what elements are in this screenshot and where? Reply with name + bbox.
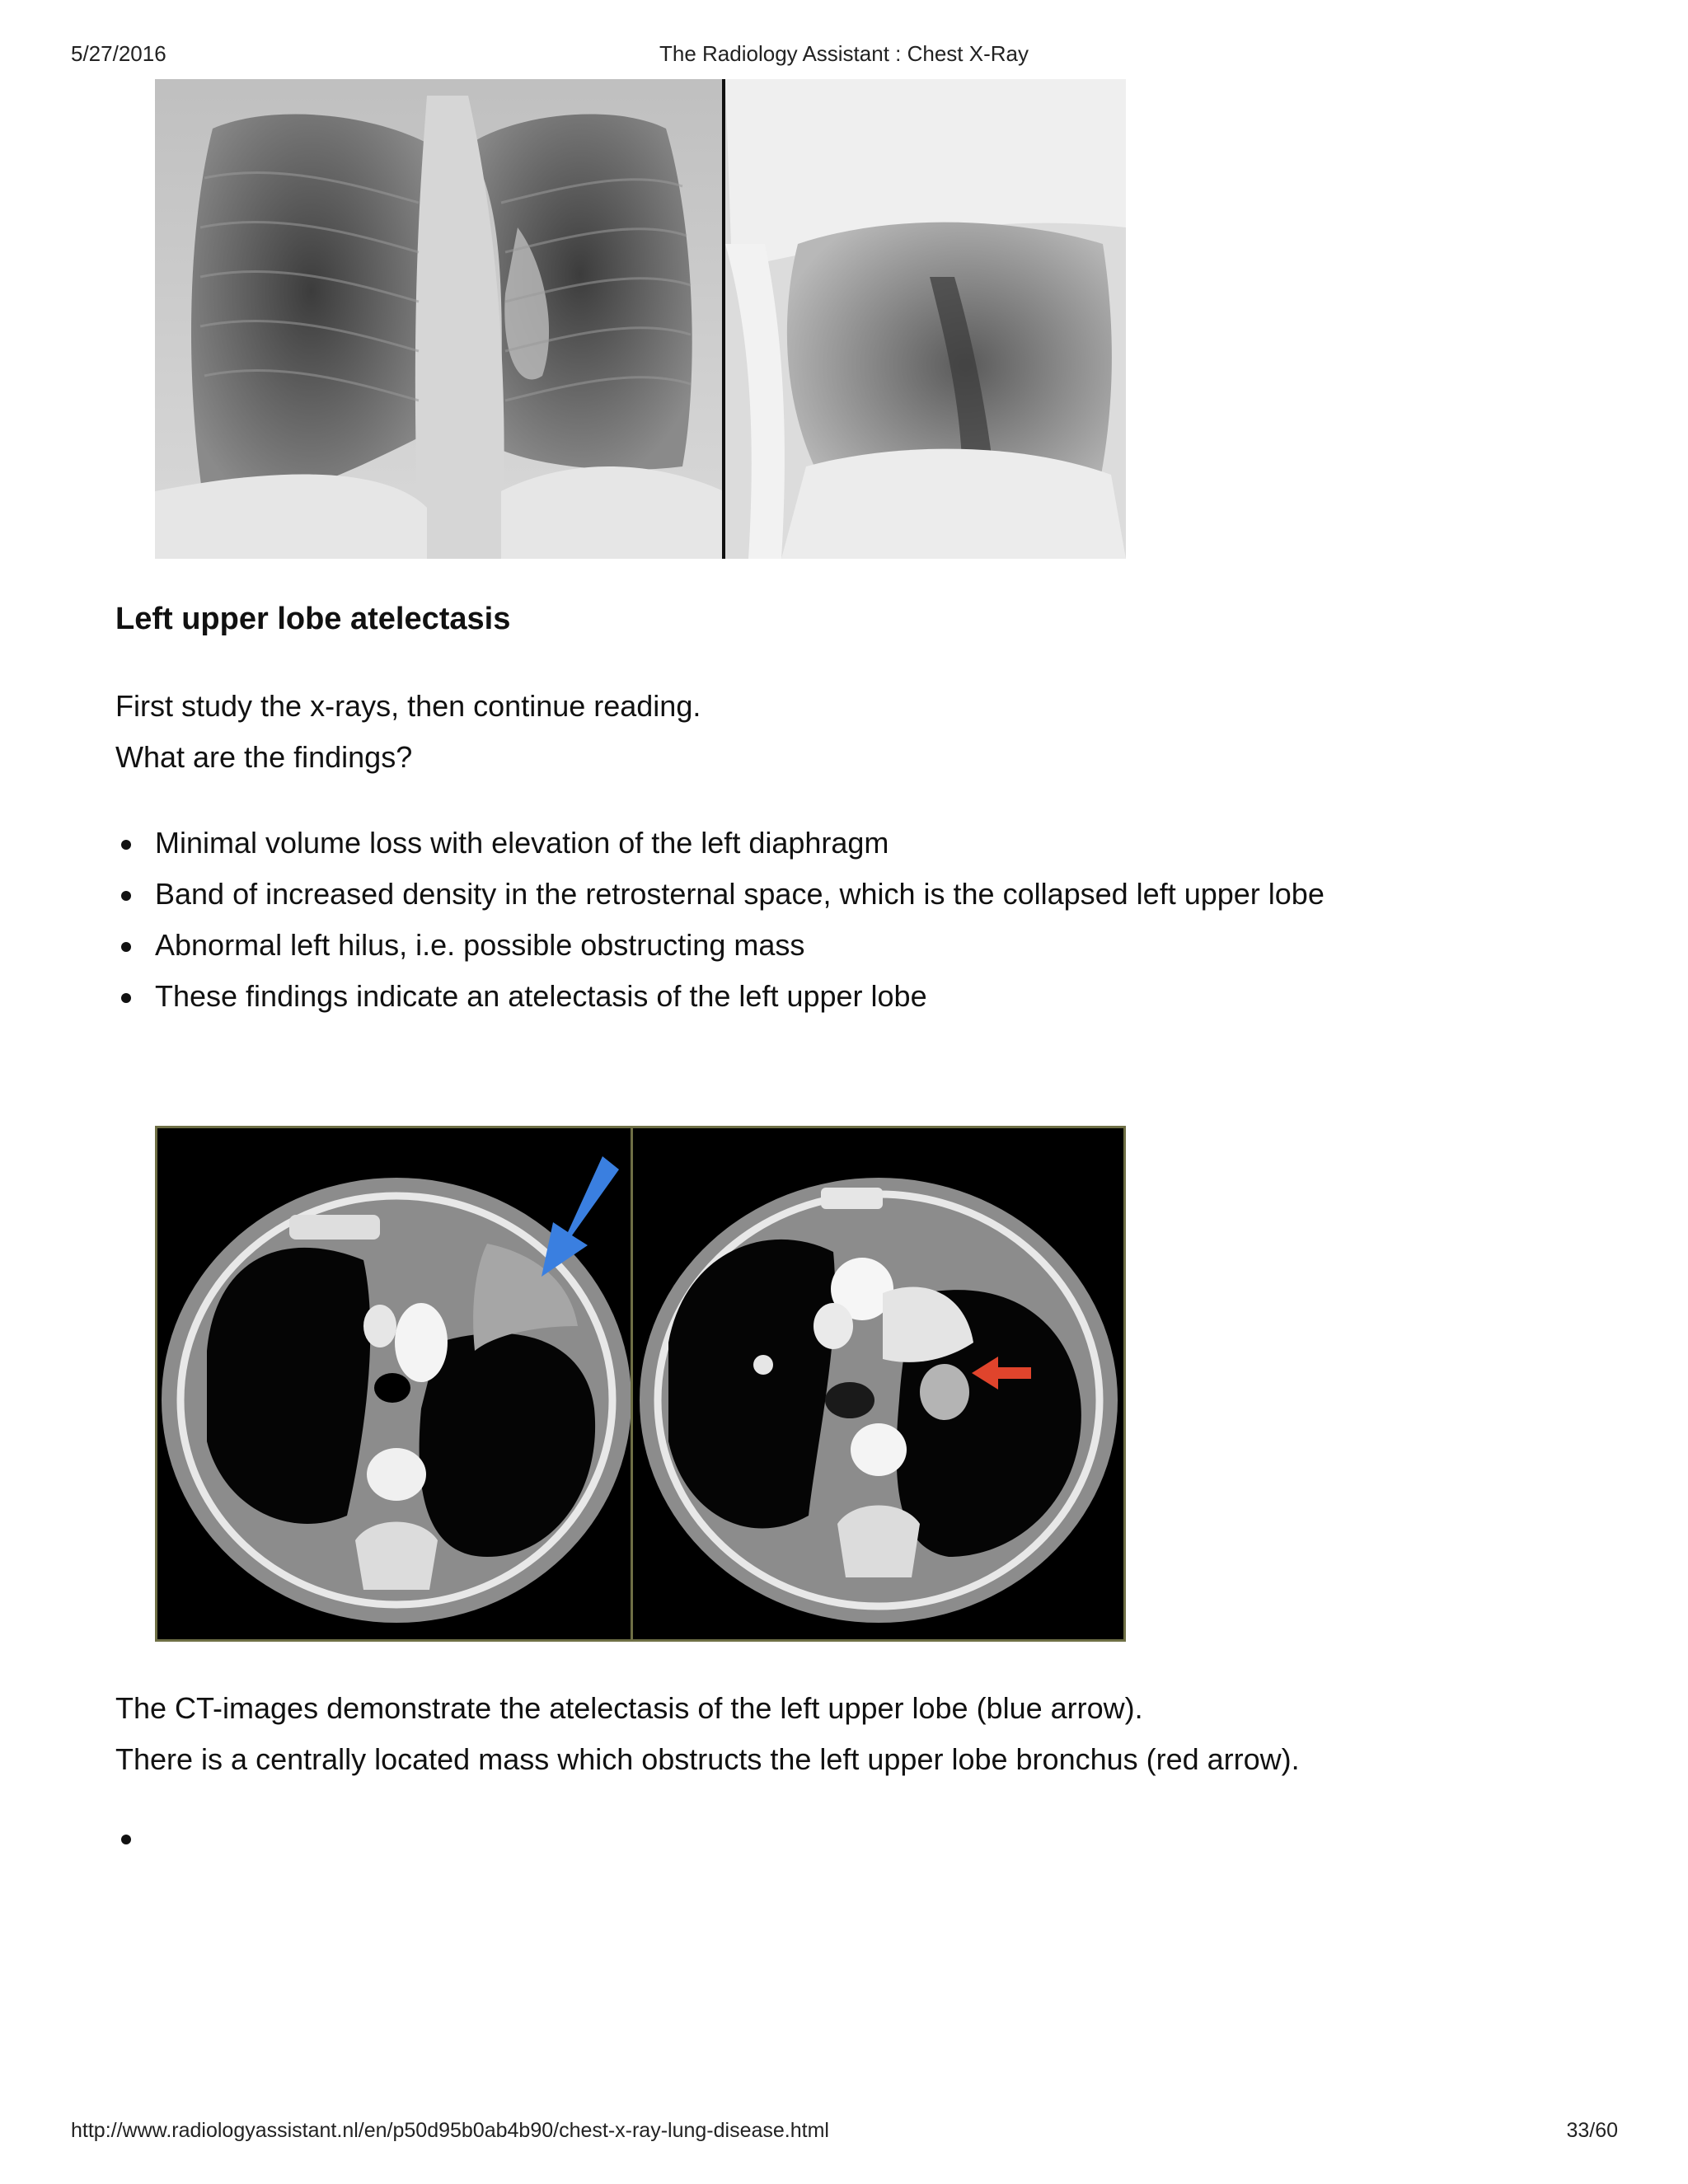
- intro-line: What are the findings?: [115, 740, 413, 774]
- caption-line: The CT-images demonstrate the atelectasis of the left upper lobe (blue arrow).: [115, 1691, 1143, 1725]
- print-url: http://www.radiologyassistant.nl/en/p50d95b0ab4b90/chest-x-ray-lung-disease.html: [71, 2119, 829, 2142]
- page-number: 33/60: [1566, 2119, 1618, 2142]
- xray-figure: [155, 79, 1126, 559]
- print-date: 5/27/2016: [71, 41, 166, 66]
- ct-figure: [155, 1126, 1126, 1642]
- findings-list: [115, 818, 1325, 1022]
- print-title: The Radiology Assistant : Chest X-Ray: [659, 41, 1029, 66]
- list-item: Band of increased density in the retrosternal space, which is the collapsed left upper lobe: [115, 869, 1325, 920]
- list-item: These findings indicate an atelectasis of the left upper lobe: [115, 971, 1325, 1022]
- list-item: Abnormal left hilus, i.e. possible obstructing mass: [115, 920, 1325, 971]
- ct-image: [157, 1128, 1123, 1639]
- empty-list-bullet: [121, 1835, 131, 1844]
- xray-image: [155, 79, 1126, 559]
- intro-paragraph: [115, 681, 701, 783]
- intro-line: First study the x-rays, then continue reading.: [115, 689, 701, 723]
- list-item: Minimal volume loss with elevation of the left diaphragm: [115, 818, 1325, 869]
- caption-line: There is a centrally located mass which obstructs the left upper lobe bronchus (red arrow).: [115, 1742, 1300, 1776]
- section-heading: Left upper lobe atelectasis: [115, 602, 511, 636]
- ct-caption: [115, 1683, 1300, 1785]
